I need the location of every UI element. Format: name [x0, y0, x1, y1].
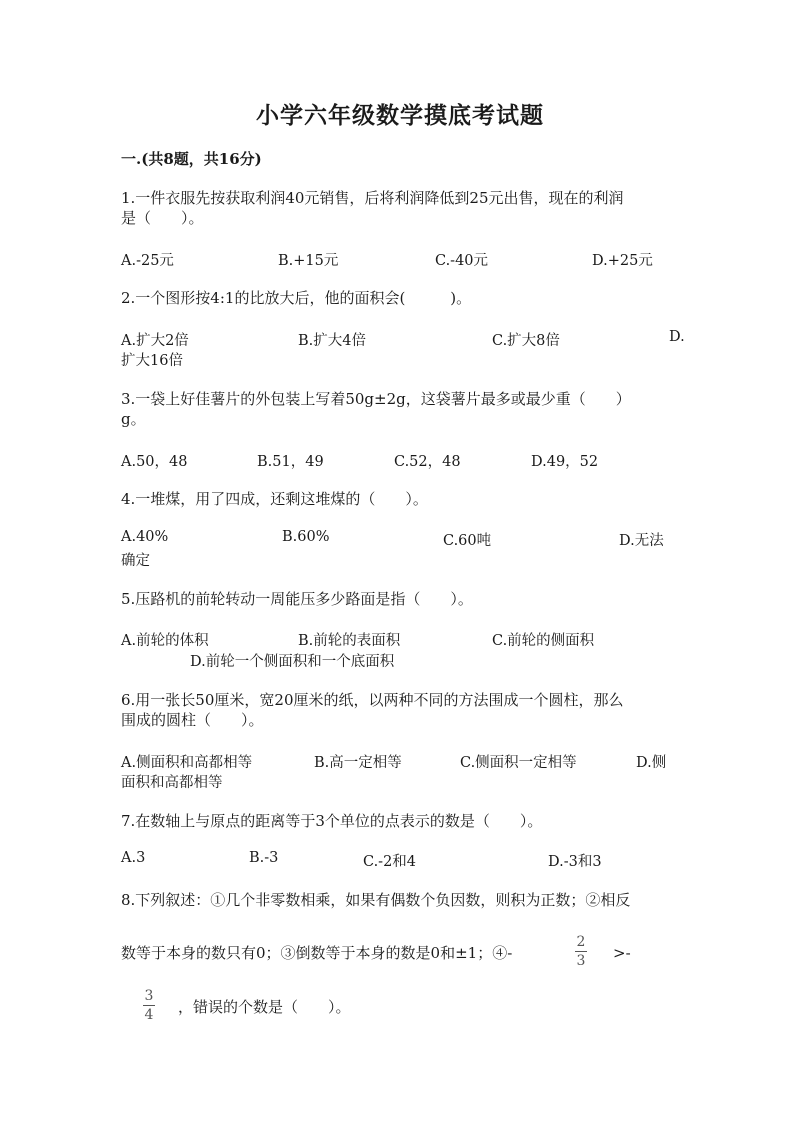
question-2-option-a: A.扩大2倍	[121, 333, 189, 349]
question-4-option-b: B.60%	[282, 529, 330, 545]
question-8-stem-line-3: ，错误的个数是（ ）。	[178, 998, 351, 1016]
fraction-numerator: 3	[144, 988, 154, 1004]
fraction-denominator: 4	[144, 1007, 154, 1023]
question-8-fraction-1	[575, 934, 587, 969]
question-2-stem-line-1: 2.一个图形按4:1的比放大后，他的面积会( )。	[121, 289, 472, 307]
question-4-option-a: A.40%	[121, 529, 169, 545]
question-3-option-c: C.52，48	[394, 454, 461, 470]
question-8-comparison: >-	[613, 944, 631, 962]
question-5-option-c: C.前轮的侧面积	[492, 633, 595, 649]
question-7-option-b: B.-3	[249, 850, 279, 866]
question-8-fraction-2	[143, 988, 155, 1023]
question-1-option-a: A.-25元	[121, 253, 174, 269]
question-1-stem-line-1: 1.一件衣服先按获取利润40元销售，后将利润降低到25元出售，现在的利润	[121, 189, 624, 207]
question-6-stem-line-2: 围成的圆柱（ ）。	[121, 711, 264, 729]
question-3-option-b: B.51，49	[257, 454, 324, 470]
question-3-option-a: A.50，48	[121, 454, 188, 470]
question-4-option-d: D.无法	[619, 533, 664, 549]
question-4-stem-line-1: 4.一堆煤，用了四成，还剩这堆煤的（ ）。	[121, 490, 428, 508]
question-1-option-b: B.+15元	[278, 253, 339, 269]
question-7-option-c: C.-2和4	[363, 854, 417, 870]
fraction-bar	[575, 951, 587, 952]
question-6-option-a: A.侧面积和高都相等	[121, 755, 253, 771]
question-6-option-d-text: 面积和高都相等	[121, 775, 223, 791]
question-1-option-d: D.+25元	[592, 253, 653, 269]
question-2-option-d: D.	[669, 329, 685, 345]
question-7-option-a: A.3	[121, 850, 146, 866]
question-5-option-d: D.前轮一个侧面积和一个底面积	[190, 654, 395, 670]
question-3-stem-line-1: 3.一袋上好佳薯片的外包装上写着50g±2g，这袋薯片最多或最少重（ ）	[121, 390, 631, 408]
question-4-option-c: C.60吨	[443, 533, 492, 549]
question-7-stem-line-1: 7.在数轴上与原点的距离等于3个单位的点表示的数是（ ）。	[121, 812, 543, 830]
fraction-bar	[143, 1005, 155, 1006]
question-2-option-b: B.扩大4倍	[298, 333, 366, 349]
question-3-stem-line-2: g。	[121, 410, 146, 428]
question-1-stem-line-2: 是（ ）。	[121, 209, 204, 227]
question-6-option-c: C.侧面积一定相等	[460, 755, 577, 771]
section-heading: 一.(共8题，共16分)	[121, 150, 262, 168]
question-6-option-b: B.高一定相等	[314, 755, 402, 771]
page-title: 小学六年级数学摸底考试题	[256, 102, 544, 129]
question-5-option-a: A.前轮的体积	[121, 633, 209, 649]
question-5-option-b: B.前轮的表面积	[298, 633, 401, 649]
question-2-option-d-text: 扩大16倍	[121, 353, 183, 369]
question-5-stem-line-1: 5.压路机的前轮转动一周能压多少路面是指（ ）。	[121, 590, 473, 608]
question-7-option-d: D.-3和3	[548, 854, 602, 870]
question-4-option-d-text: 确定	[121, 553, 150, 569]
question-6-stem-line-1: 6.用一张长50厘米，宽20厘米的纸，以两种不同的方法围成一个圆柱，那么	[121, 691, 624, 709]
question-8-stem-line-2: 数等于本身的数只有0；③倒数等于本身的数是0和±1；④-	[121, 944, 513, 962]
question-1-option-c: C.-40元	[435, 253, 489, 269]
question-2-option-c: C.扩大8倍	[492, 333, 560, 349]
question-3-option-d: D.49，52	[531, 454, 599, 470]
fraction-numerator: 2	[576, 934, 586, 950]
fraction-denominator: 3	[576, 953, 586, 969]
question-6-option-d: D.侧	[636, 755, 667, 771]
question-8-stem-line-1: 8.下列叙述：①几个非零数相乘，如果有偶数个负因数，则积为正数；②相反	[121, 891, 631, 909]
